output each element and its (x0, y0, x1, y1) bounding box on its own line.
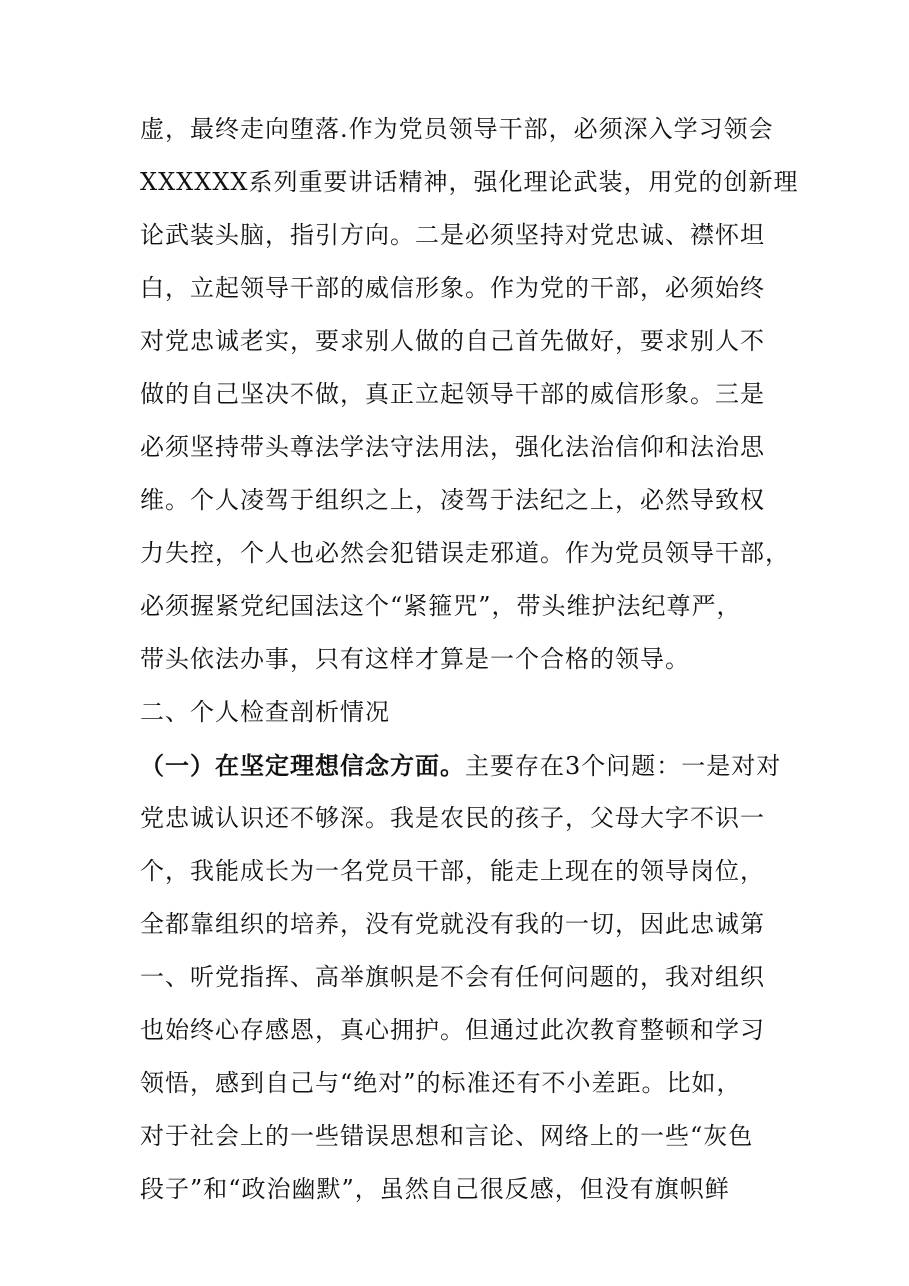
paragraph-line: 必须握紧党纪国法这个“紧箍咒”，带头维护法纪尊严， (140, 592, 742, 620)
paragraph-line: 一、听党指挥、高举旗帜是不会有任何问题的，我对组织 (140, 963, 765, 991)
document-body (140, 103, 799, 1216)
subsection-intro: 主要存在3个问题：一是对对 (465, 752, 782, 780)
paragraph-line: 领悟，感到自己与“绝对”的标准还有不小差距。比如， (140, 1069, 742, 1097)
paragraph-line: 论武装头脑，指引方向。二是必须坚持对党忠诚、襟怀坦 (140, 221, 765, 249)
paragraph-line: 力失控，个人也必然会犯错误走邪道。作为党员领导干部， (140, 539, 790, 567)
paragraph-line: 对党忠诚老实，要求别人做的自己首先做好，要求别人不 (140, 327, 765, 355)
paragraph-line: 党忠诚认识还不够深。我是农民的孩子，父母大字不识一 (140, 804, 765, 832)
paragraph-line: 虚，最终走向堕落.作为党员领导干部，必须深入学习领会 (140, 115, 774, 143)
paragraph-line: 维。个人凌驾于组织之上，凌驾于法纪之上，必然导致权 (140, 486, 765, 514)
paragraph-line: 做的自己坚决不做，真正立起领导干部的威信形象。三是 (140, 380, 765, 408)
paragraph-line: 带头依法办事，只有这样才算是一个合格的领导。 (140, 645, 690, 673)
paragraph-line: 也始终心存感恩，真心拥护。但通过此次教育整顿和学习 (140, 1016, 765, 1044)
paragraph-line: 段子”和“政治幽默”，虽然自己很反感，但没有旗帜鲜 (140, 1175, 730, 1203)
paragraph-line: 对于社会上的一些错误思想和言论、网络上的一些“灰色 (140, 1122, 754, 1150)
paragraph-line: 个，我能成长为一名党员干部，能走上现在的领导岗位， (140, 857, 765, 885)
section-heading: 二、个人检查剖析情况 (140, 698, 390, 726)
paragraph-line: 白，立起领导干部的威信形象。作为党的干部，必须始终 (140, 274, 765, 302)
paragraph-line: 必须坚持带头尊法学法守法用法，强化法治信仰和法治思 (140, 433, 765, 461)
subsection-line (140, 739, 780, 792)
paragraph-line: 全都靠组织的培养，没有党就没有我的一切，因此忠诚第 (140, 910, 765, 938)
paragraph-line: XXXXXX系列重要讲话精神，强化理论武装，用党的创新理 (140, 168, 799, 196)
subsection-heading: （一）在坚定理想信念方面。 (140, 751, 465, 780)
